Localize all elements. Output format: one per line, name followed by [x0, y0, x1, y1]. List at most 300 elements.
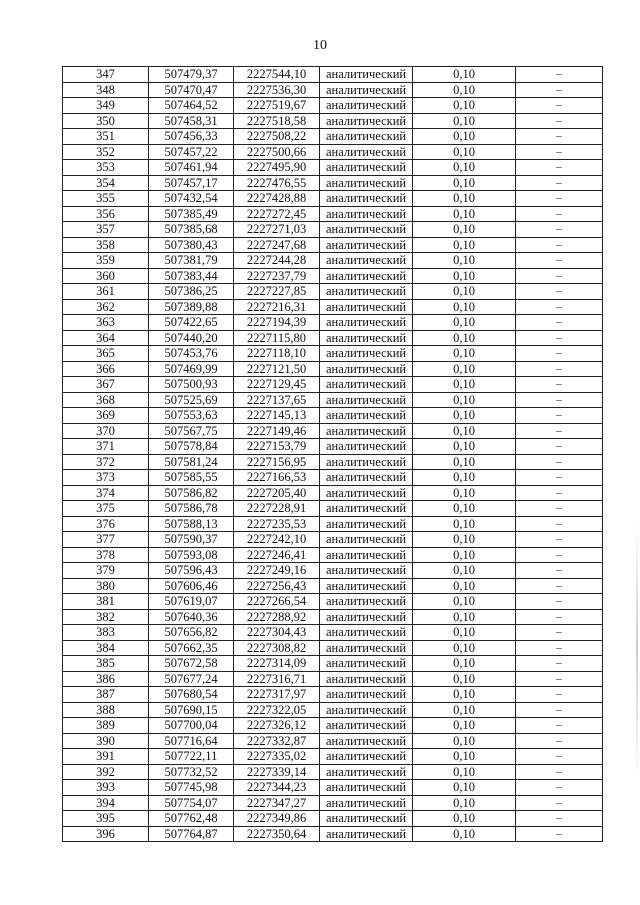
table-row: [63, 578, 603, 594]
note-cell: –: [516, 129, 603, 145]
x-coordinate-cell: 507469,99: [149, 361, 234, 377]
y-coordinate-cell: 2227519,67: [234, 98, 320, 114]
accuracy-cell: 0,10: [413, 718, 516, 734]
method-cell: аналитический: [320, 640, 413, 656]
y-coordinate-cell: 2227227,85: [234, 284, 320, 300]
note-cell: –: [516, 346, 603, 362]
table-row: [63, 98, 603, 114]
point-number-cell: 352: [63, 144, 149, 160]
method-cell: аналитический: [320, 315, 413, 331]
x-coordinate-cell: 507567,75: [149, 423, 234, 439]
x-coordinate-cell: 507656,82: [149, 625, 234, 641]
x-coordinate-cell: 507585,55: [149, 470, 234, 486]
point-number-cell: 388: [63, 702, 149, 718]
y-coordinate-cell: 2227156,95: [234, 454, 320, 470]
note-cell: –: [516, 439, 603, 455]
y-coordinate-cell: 2227137,65: [234, 392, 320, 408]
y-coordinate-cell: 2227244,28: [234, 253, 320, 269]
y-coordinate-cell: 2227235,53: [234, 516, 320, 532]
y-coordinate-cell: 2227339,14: [234, 764, 320, 780]
point-number-cell: 362: [63, 299, 149, 315]
x-coordinate-cell: 507578,84: [149, 439, 234, 455]
table-row: [63, 501, 603, 517]
accuracy-cell: 0,10: [413, 284, 516, 300]
x-coordinate-cell: 507581,24: [149, 454, 234, 470]
accuracy-cell: 0,10: [413, 129, 516, 145]
x-coordinate-cell: 507385,49: [149, 206, 234, 222]
table-row: [63, 826, 603, 842]
accuracy-cell: 0,10: [413, 253, 516, 269]
table-row: [63, 315, 603, 331]
method-cell: аналитический: [320, 113, 413, 129]
point-number-cell: 360: [63, 268, 149, 284]
note-cell: –: [516, 454, 603, 470]
scan-edge-shadow: [636, 520, 638, 780]
y-coordinate-cell: 2227344,23: [234, 780, 320, 796]
method-cell: аналитический: [320, 191, 413, 207]
x-coordinate-cell: 507432,54: [149, 191, 234, 207]
accuracy-cell: 0,10: [413, 144, 516, 160]
point-number-cell: 347: [63, 67, 149, 83]
note-cell: –: [516, 237, 603, 253]
table-row: [63, 733, 603, 749]
point-number-cell: 355: [63, 191, 149, 207]
point-number-cell: 390: [63, 733, 149, 749]
accuracy-cell: 0,10: [413, 392, 516, 408]
point-number-cell: 393: [63, 780, 149, 796]
point-number-cell: 389: [63, 718, 149, 734]
accuracy-cell: 0,10: [413, 454, 516, 470]
method-cell: аналитический: [320, 594, 413, 610]
method-cell: аналитический: [320, 733, 413, 749]
x-coordinate-cell: 507380,43: [149, 237, 234, 253]
x-coordinate-cell: 507389,88: [149, 299, 234, 315]
method-cell: аналитический: [320, 501, 413, 517]
x-coordinate-cell: 507590,37: [149, 532, 234, 548]
method-cell: аналитический: [320, 671, 413, 687]
table-row: [63, 408, 603, 424]
table-row: [63, 547, 603, 563]
method-cell: аналитический: [320, 547, 413, 563]
note-cell: –: [516, 516, 603, 532]
y-coordinate-cell: 2227332,87: [234, 733, 320, 749]
point-number-cell: 357: [63, 222, 149, 238]
y-coordinate-cell: 2227476,55: [234, 175, 320, 191]
y-coordinate-cell: 2227335,02: [234, 749, 320, 765]
note-cell: –: [516, 206, 603, 222]
accuracy-cell: 0,10: [413, 377, 516, 393]
x-coordinate-cell: 507422,65: [149, 315, 234, 331]
accuracy-cell: 0,10: [413, 470, 516, 486]
note-cell: –: [516, 625, 603, 641]
accuracy-cell: 0,10: [413, 547, 516, 563]
y-coordinate-cell: 2227129,45: [234, 377, 320, 393]
y-coordinate-cell: 2227518,58: [234, 113, 320, 129]
table-row: [63, 811, 603, 827]
accuracy-cell: 0,10: [413, 237, 516, 253]
point-number-cell: 350: [63, 113, 149, 129]
method-cell: аналитический: [320, 625, 413, 641]
table-row: [63, 702, 603, 718]
x-coordinate-cell: 507662,35: [149, 640, 234, 656]
accuracy-cell: 0,10: [413, 702, 516, 718]
point-number-cell: 358: [63, 237, 149, 253]
method-cell: аналитический: [320, 82, 413, 98]
note-cell: –: [516, 330, 603, 346]
accuracy-cell: 0,10: [413, 160, 516, 176]
x-coordinate-cell: 507383,44: [149, 268, 234, 284]
point-number-cell: 368: [63, 392, 149, 408]
point-number-cell: 371: [63, 439, 149, 455]
accuracy-cell: 0,10: [413, 532, 516, 548]
y-coordinate-cell: 2227247,68: [234, 237, 320, 253]
accuracy-cell: 0,10: [413, 687, 516, 703]
x-coordinate-cell: 507525,69: [149, 392, 234, 408]
note-cell: –: [516, 470, 603, 486]
method-cell: аналитический: [320, 160, 413, 176]
method-cell: аналитический: [320, 408, 413, 424]
y-coordinate-cell: 2227322,05: [234, 702, 320, 718]
note-cell: –: [516, 795, 603, 811]
note-cell: –: [516, 253, 603, 269]
accuracy-cell: 0,10: [413, 330, 516, 346]
x-coordinate-cell: 507732,52: [149, 764, 234, 780]
table-row: [63, 160, 603, 176]
x-coordinate-cell: 507386,25: [149, 284, 234, 300]
accuracy-cell: 0,10: [413, 423, 516, 439]
accuracy-cell: 0,10: [413, 563, 516, 579]
method-cell: аналитический: [320, 392, 413, 408]
accuracy-cell: 0,10: [413, 516, 516, 532]
method-cell: аналитический: [320, 175, 413, 191]
note-cell: –: [516, 687, 603, 703]
note-cell: –: [516, 268, 603, 284]
note-cell: –: [516, 408, 603, 424]
table-row: [63, 780, 603, 796]
table-row: [63, 718, 603, 734]
note-cell: –: [516, 299, 603, 315]
point-number-cell: 384: [63, 640, 149, 656]
accuracy-cell: 0,10: [413, 671, 516, 687]
point-number-cell: 395: [63, 811, 149, 827]
y-coordinate-cell: 2227246,41: [234, 547, 320, 563]
method-cell: аналитический: [320, 764, 413, 780]
method-cell: аналитический: [320, 718, 413, 734]
note-cell: –: [516, 191, 603, 207]
table-row: [63, 268, 603, 284]
method-cell: аналитический: [320, 299, 413, 315]
accuracy-cell: 0,10: [413, 625, 516, 641]
point-number-cell: 376: [63, 516, 149, 532]
x-coordinate-cell: 507640,36: [149, 609, 234, 625]
method-cell: аналитический: [320, 749, 413, 765]
point-number-cell: 391: [63, 749, 149, 765]
x-coordinate-cell: 507440,20: [149, 330, 234, 346]
method-cell: аналитический: [320, 516, 413, 532]
note-cell: –: [516, 423, 603, 439]
method-cell: аналитический: [320, 423, 413, 439]
table-row: [63, 687, 603, 703]
y-coordinate-cell: 2227500,66: [234, 144, 320, 160]
note-cell: –: [516, 764, 603, 780]
note-cell: –: [516, 113, 603, 129]
method-cell: аналитический: [320, 330, 413, 346]
y-coordinate-cell: 2227242,10: [234, 532, 320, 548]
point-number-cell: 378: [63, 547, 149, 563]
point-number-cell: 392: [63, 764, 149, 780]
y-coordinate-cell: 2227508,22: [234, 129, 320, 145]
note-cell: –: [516, 578, 603, 594]
y-coordinate-cell: 2227115,80: [234, 330, 320, 346]
method-cell: аналитический: [320, 485, 413, 501]
x-coordinate-cell: 507619,07: [149, 594, 234, 610]
y-coordinate-cell: 2227272,45: [234, 206, 320, 222]
table-row: [63, 656, 603, 672]
y-coordinate-cell: 2227118,10: [234, 346, 320, 362]
point-number-cell: 369: [63, 408, 149, 424]
note-cell: –: [516, 315, 603, 331]
accuracy-cell: 0,10: [413, 222, 516, 238]
y-coordinate-cell: 2227166,53: [234, 470, 320, 486]
x-coordinate-cell: 507680,54: [149, 687, 234, 703]
method-cell: аналитический: [320, 826, 413, 842]
note-cell: –: [516, 640, 603, 656]
point-number-cell: 394: [63, 795, 149, 811]
table-row: [63, 671, 603, 687]
x-coordinate-cell: 507700,04: [149, 718, 234, 734]
accuracy-cell: 0,10: [413, 346, 516, 362]
method-cell: аналитический: [320, 237, 413, 253]
method-cell: аналитический: [320, 206, 413, 222]
table-row: [63, 423, 603, 439]
y-coordinate-cell: 2227316,71: [234, 671, 320, 687]
x-coordinate-cell: 507677,24: [149, 671, 234, 687]
point-number-cell: 364: [63, 330, 149, 346]
table-row: [63, 82, 603, 98]
table-row: [63, 532, 603, 548]
x-coordinate-cell: 507385,68: [149, 222, 234, 238]
method-cell: аналитический: [320, 268, 413, 284]
method-cell: аналитический: [320, 98, 413, 114]
note-cell: –: [516, 609, 603, 625]
point-number-cell: 396: [63, 826, 149, 842]
method-cell: аналитический: [320, 222, 413, 238]
table-row: [63, 144, 603, 160]
y-coordinate-cell: 2227544,10: [234, 67, 320, 83]
point-number-cell: 377: [63, 532, 149, 548]
note-cell: –: [516, 532, 603, 548]
y-coordinate-cell: 2227428,88: [234, 191, 320, 207]
accuracy-cell: 0,10: [413, 67, 516, 83]
note-cell: –: [516, 144, 603, 160]
x-coordinate-cell: 507456,33: [149, 129, 234, 145]
note-cell: –: [516, 501, 603, 517]
x-coordinate-cell: 507722,11: [149, 749, 234, 765]
coordinates-table: [62, 66, 603, 842]
table-row: [63, 113, 603, 129]
table-row: [63, 191, 603, 207]
y-coordinate-cell: 2227317,97: [234, 687, 320, 703]
point-number-cell: 381: [63, 594, 149, 610]
method-cell: аналитический: [320, 361, 413, 377]
table-row: [63, 516, 603, 532]
point-number-cell: 385: [63, 656, 149, 672]
point-number-cell: 370: [63, 423, 149, 439]
y-coordinate-cell: 2227249,16: [234, 563, 320, 579]
method-cell: аналитический: [320, 470, 413, 486]
x-coordinate-cell: 507457,17: [149, 175, 234, 191]
table-row: [63, 222, 603, 238]
y-coordinate-cell: 2227536,30: [234, 82, 320, 98]
accuracy-cell: 0,10: [413, 501, 516, 517]
x-coordinate-cell: 507458,31: [149, 113, 234, 129]
x-coordinate-cell: 507553,63: [149, 408, 234, 424]
point-number-cell: 366: [63, 361, 149, 377]
y-coordinate-cell: 2227271,03: [234, 222, 320, 238]
note-cell: –: [516, 733, 603, 749]
method-cell: аналитический: [320, 377, 413, 393]
method-cell: аналитический: [320, 253, 413, 269]
x-coordinate-cell: 507381,79: [149, 253, 234, 269]
accuracy-cell: 0,10: [413, 98, 516, 114]
accuracy-cell: 0,10: [413, 609, 516, 625]
table-row: [63, 749, 603, 765]
accuracy-cell: 0,10: [413, 640, 516, 656]
method-cell: аналитический: [320, 532, 413, 548]
note-cell: –: [516, 485, 603, 501]
accuracy-cell: 0,10: [413, 439, 516, 455]
point-number-cell: 349: [63, 98, 149, 114]
point-number-cell: 348: [63, 82, 149, 98]
y-coordinate-cell: 2227216,31: [234, 299, 320, 315]
note-cell: –: [516, 749, 603, 765]
y-coordinate-cell: 2227350,64: [234, 826, 320, 842]
x-coordinate-cell: 507464,52: [149, 98, 234, 114]
table-row: [63, 563, 603, 579]
accuracy-cell: 0,10: [413, 795, 516, 811]
x-coordinate-cell: 507596,43: [149, 563, 234, 579]
accuracy-cell: 0,10: [413, 656, 516, 672]
table-row: [63, 346, 603, 362]
point-number-cell: 386: [63, 671, 149, 687]
table-body: [63, 67, 603, 842]
table-row: [63, 609, 603, 625]
point-number-cell: 363: [63, 315, 149, 331]
point-number-cell: 356: [63, 206, 149, 222]
y-coordinate-cell: 2227326,12: [234, 718, 320, 734]
y-coordinate-cell: 2227349,86: [234, 811, 320, 827]
table-row: [63, 129, 603, 145]
accuracy-cell: 0,10: [413, 408, 516, 424]
method-cell: аналитический: [320, 609, 413, 625]
method-cell: аналитический: [320, 129, 413, 145]
table-row: [63, 361, 603, 377]
point-number-cell: 374: [63, 485, 149, 501]
point-number-cell: 379: [63, 563, 149, 579]
x-coordinate-cell: 507500,93: [149, 377, 234, 393]
table-row: [63, 284, 603, 300]
table-row: [63, 795, 603, 811]
method-cell: аналитический: [320, 439, 413, 455]
method-cell: аналитический: [320, 578, 413, 594]
table-row: [63, 454, 603, 470]
point-number-cell: 382: [63, 609, 149, 625]
method-cell: аналитический: [320, 144, 413, 160]
x-coordinate-cell: 507479,37: [149, 67, 234, 83]
accuracy-cell: 0,10: [413, 733, 516, 749]
y-coordinate-cell: 2227145,13: [234, 408, 320, 424]
point-number-cell: 375: [63, 501, 149, 517]
point-number-cell: 380: [63, 578, 149, 594]
point-number-cell: 365: [63, 346, 149, 362]
table-row: [63, 764, 603, 780]
table-row: [63, 67, 603, 83]
y-coordinate-cell: 2227121,50: [234, 361, 320, 377]
x-coordinate-cell: 507764,87: [149, 826, 234, 842]
table-row: [63, 175, 603, 191]
x-coordinate-cell: 507470,47: [149, 82, 234, 98]
method-cell: аналитический: [320, 795, 413, 811]
method-cell: аналитический: [320, 67, 413, 83]
accuracy-cell: 0,10: [413, 206, 516, 222]
table-row: [63, 470, 603, 486]
point-number-cell: 372: [63, 454, 149, 470]
table-row: [63, 485, 603, 501]
accuracy-cell: 0,10: [413, 315, 516, 331]
accuracy-cell: 0,10: [413, 175, 516, 191]
y-coordinate-cell: 2227228,91: [234, 501, 320, 517]
x-coordinate-cell: 507457,22: [149, 144, 234, 160]
method-cell: аналитический: [320, 656, 413, 672]
note-cell: –: [516, 284, 603, 300]
note-cell: –: [516, 361, 603, 377]
note-cell: –: [516, 811, 603, 827]
point-number-cell: 361: [63, 284, 149, 300]
point-number-cell: 387: [63, 687, 149, 703]
accuracy-cell: 0,10: [413, 113, 516, 129]
table-row: [63, 640, 603, 656]
point-number-cell: 359: [63, 253, 149, 269]
y-coordinate-cell: 2227266,54: [234, 594, 320, 610]
accuracy-cell: 0,10: [413, 82, 516, 98]
x-coordinate-cell: 507754,07: [149, 795, 234, 811]
point-number-cell: 351: [63, 129, 149, 145]
note-cell: –: [516, 222, 603, 238]
note-cell: –: [516, 702, 603, 718]
note-cell: –: [516, 563, 603, 579]
y-coordinate-cell: 2227205,40: [234, 485, 320, 501]
note-cell: –: [516, 377, 603, 393]
y-coordinate-cell: 2227256,43: [234, 578, 320, 594]
accuracy-cell: 0,10: [413, 485, 516, 501]
x-coordinate-cell: 507461,94: [149, 160, 234, 176]
y-coordinate-cell: 2227288,92: [234, 609, 320, 625]
method-cell: аналитический: [320, 346, 413, 362]
table-row: [63, 594, 603, 610]
y-coordinate-cell: 2227237,79: [234, 268, 320, 284]
note-cell: –: [516, 671, 603, 687]
x-coordinate-cell: 507586,82: [149, 485, 234, 501]
note-cell: –: [516, 718, 603, 734]
method-cell: аналитический: [320, 702, 413, 718]
point-number-cell: 367: [63, 377, 149, 393]
point-number-cell: 383: [63, 625, 149, 641]
note-cell: –: [516, 98, 603, 114]
accuracy-cell: 0,10: [413, 268, 516, 284]
x-coordinate-cell: 507745,98: [149, 780, 234, 796]
accuracy-cell: 0,10: [413, 594, 516, 610]
method-cell: аналитический: [320, 454, 413, 470]
